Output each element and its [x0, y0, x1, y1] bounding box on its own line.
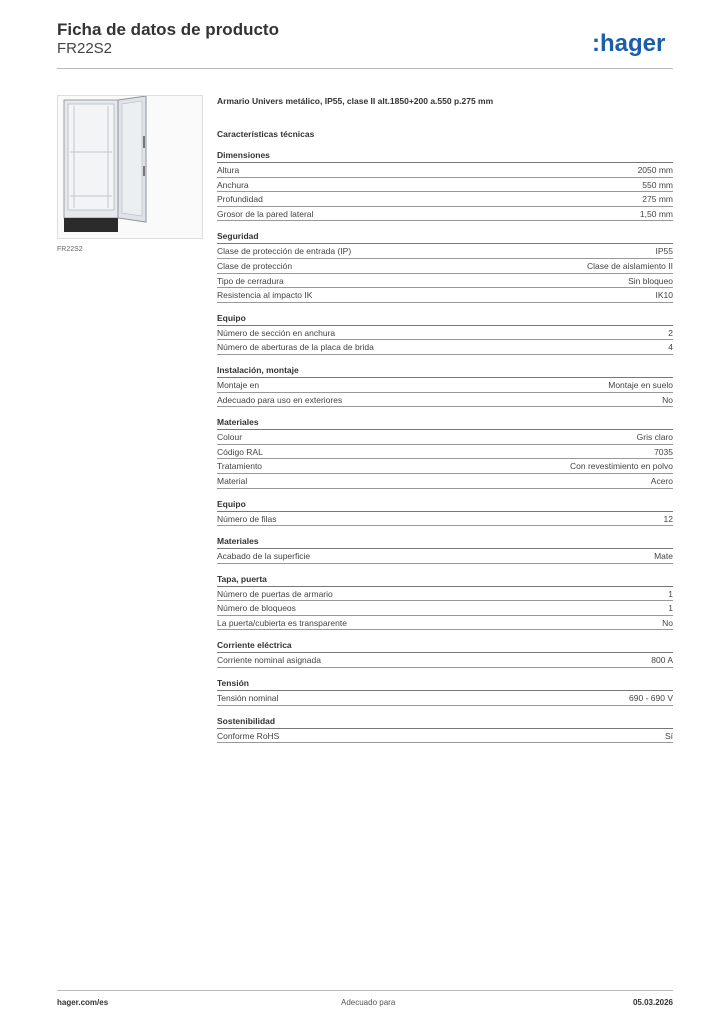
- spec-value: 800 A: [651, 655, 673, 666]
- spec-row: [217, 326, 673, 341]
- spec-row: [217, 729, 673, 744]
- spec-section: [217, 312, 673, 355]
- spec-sections: [217, 149, 673, 743]
- spec-row: [217, 259, 673, 274]
- section-title: Instalación, montaje: [217, 364, 673, 378]
- spec-row: [217, 244, 673, 259]
- footer-website[interactable]: hager.com/es: [57, 998, 109, 1007]
- spec-row: [217, 459, 673, 474]
- section-title: Equipo: [217, 312, 673, 326]
- product-image: [57, 95, 203, 239]
- spec-row: [217, 430, 673, 445]
- section-title: Materiales: [217, 535, 673, 549]
- spec-value: 1: [668, 603, 673, 614]
- spec-row: [217, 512, 673, 527]
- section-title: Seguridad: [217, 230, 673, 244]
- spec-row: [217, 163, 673, 178]
- spec-value: Mate: [654, 551, 673, 562]
- spec-row: [217, 288, 673, 303]
- spec-section: [217, 364, 673, 407]
- product-code: FR22S2: [57, 40, 113, 57]
- section-title: Materiales: [217, 416, 673, 430]
- spec-section: [217, 498, 673, 527]
- spec-value: 690 - 690 V: [629, 693, 673, 704]
- section-title: Dimensiones: [217, 149, 673, 163]
- spec-row: [217, 207, 673, 222]
- spec-row: [217, 691, 673, 706]
- product-description: Armario Univers metálico, IP55, clase II alt.1850+200 a.550 p.275 mm: [217, 96, 494, 106]
- spec-label: La puerta/cubierta es transparente: [217, 617, 347, 628]
- spec-section: [217, 639, 673, 668]
- footer-divider: [57, 990, 673, 991]
- spec-label: Material: [217, 475, 248, 486]
- spec-section: [217, 149, 673, 221]
- spec-section: [217, 573, 673, 631]
- spec-label: Código RAL: [217, 446, 263, 457]
- spec-value: Con revestimiento en polvo: [569, 461, 673, 472]
- spec-row: [217, 474, 673, 489]
- spec-value: 1: [668, 588, 673, 599]
- spec-section: [217, 535, 673, 564]
- spec-row: [217, 653, 673, 668]
- section-title: Equipo: [217, 498, 673, 512]
- spec-value: 12: [663, 513, 673, 524]
- spec-label: Resistencia al impacto IK: [217, 290, 313, 301]
- section-title: Tensión: [217, 677, 673, 691]
- spec-label: Número de puertas de armario: [217, 588, 333, 599]
- spec-row: [217, 340, 673, 355]
- spec-label: Número de sección en anchura: [217, 327, 336, 338]
- section-title: Corriente eléctrica: [217, 639, 673, 653]
- spec-row: [217, 616, 673, 631]
- characteristics-title: Características técnicas: [217, 129, 315, 139]
- spec-label: Número de bloqueos: [217, 603, 296, 614]
- spec-label: Montaje en: [217, 379, 260, 390]
- hager-logo-text: :hager: [592, 30, 666, 57]
- spec-value: Acero: [650, 475, 673, 486]
- metal-cabinet-open-door-icon: [58, 96, 202, 238]
- spec-label: Tipo de cerradura: [217, 275, 284, 286]
- spec-value: No: [662, 617, 673, 628]
- spec-section: [217, 677, 673, 706]
- spec-value: Gris claro: [636, 432, 673, 443]
- spec-label: Adecuado para uso en exteriores: [217, 394, 343, 405]
- spec-label: Profundidad: [217, 194, 263, 205]
- spec-row: [217, 601, 673, 616]
- spec-value: Sin bloqueo: [628, 275, 673, 286]
- spec-area: [217, 96, 673, 752]
- section-title: Tapa, puerta: [217, 573, 673, 587]
- footer-note: Adecuado para: [341, 998, 396, 1007]
- spec-label: Clase de protección: [217, 260, 293, 271]
- spec-value: IK10: [655, 290, 673, 301]
- header-divider: [57, 68, 673, 69]
- spec-label: Número de filas: [217, 513, 277, 524]
- spec-section: [217, 715, 673, 744]
- spec-label: Acabado de la superficie: [217, 551, 311, 562]
- hager-logo: [592, 28, 674, 58]
- spec-label: Tensión nominal: [217, 693, 279, 704]
- spec-label: Conforme RoHS: [217, 730, 280, 741]
- spec-label: Colour: [217, 432, 243, 443]
- spec-row: [217, 445, 673, 460]
- spec-row: [217, 549, 673, 564]
- spec-row: [217, 192, 673, 207]
- spec-value: 4: [668, 342, 673, 353]
- spec-value: 275 mm: [642, 194, 673, 205]
- image-caption: FR22S2: [57, 246, 83, 253]
- spec-label: Tratamiento: [217, 461, 263, 472]
- spec-value: Sí: [664, 730, 673, 741]
- spec-value: No: [662, 394, 673, 405]
- spec-value: IP55: [655, 246, 673, 257]
- spec-row: [217, 587, 673, 602]
- footer-date: 05.03.2026: [632, 998, 673, 1007]
- spec-row: [217, 378, 673, 393]
- section-title: Sostenibilidad: [217, 715, 673, 729]
- spec-row: [217, 393, 673, 408]
- spec-value: Montaje en suelo: [608, 379, 673, 390]
- page-title: Ficha de datos de producto: [57, 20, 279, 39]
- spec-value: 2050 mm: [637, 165, 673, 175]
- spec-value: 1,50 mm: [639, 208, 673, 219]
- spec-value: 7035: [654, 446, 673, 457]
- spec-value: 2: [668, 327, 673, 338]
- spec-label: Altura: [217, 165, 240, 175]
- spec-section: [217, 416, 673, 488]
- spec-value: Clase de aislamiento II: [587, 260, 673, 271]
- spec-label: Número de aberturas de la placa de brida: [217, 342, 374, 353]
- spec-label: Clase de protección de entrada (IP): [217, 246, 352, 257]
- spec-value: 550 mm: [642, 179, 673, 190]
- spec-label: Corriente nominal asignada: [217, 655, 321, 666]
- spec-row: [217, 178, 673, 193]
- spec-label: Grosor de la pared lateral: [217, 208, 314, 219]
- spec-label: Anchura: [217, 179, 249, 190]
- spec-row: [217, 274, 673, 289]
- spec-section: [217, 230, 673, 302]
